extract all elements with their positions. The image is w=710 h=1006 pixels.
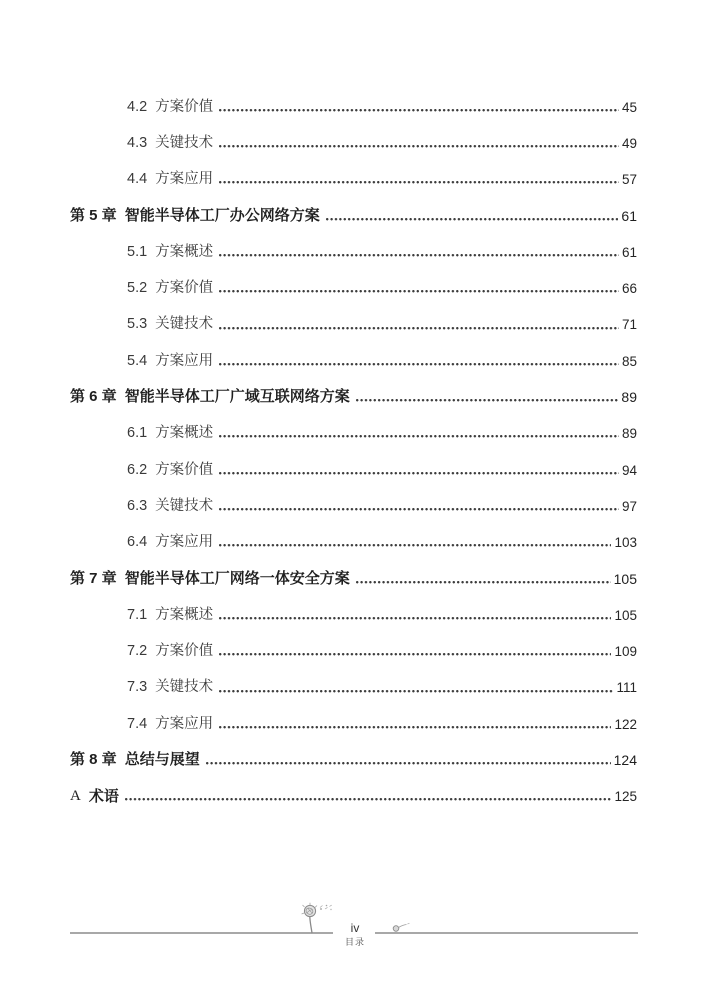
toc-leader-dots	[219, 472, 619, 475]
toc-entry[interactable]	[70, 115, 637, 151]
toc-entry[interactable]	[70, 478, 637, 514]
toc-entry[interactable]	[70, 405, 637, 441]
toc-entry-title: 智能半导体工厂办公网络方案	[124, 206, 320, 224]
dandelion-seed-icon	[390, 920, 414, 934]
toc-leader-dots	[219, 544, 611, 547]
toc-entry-title: 智能半导体工厂网络一体安全方案	[124, 569, 350, 587]
toc-entry-number: 第 6 章	[70, 388, 117, 406]
toc-entry-page: 105	[614, 607, 637, 623]
toc-entry-number: 第 8 章	[70, 751, 117, 769]
toc-entry[interactable]	[70, 514, 637, 550]
toc-entry-number: 5.4	[127, 352, 148, 369]
toc-entry-number: 5.1	[127, 243, 148, 260]
toc-entry-page: 89	[621, 389, 637, 406]
toc-entry-number: 4.3	[127, 134, 148, 151]
toc-entry-page: 45	[621, 99, 637, 115]
toc-leader-dots	[356, 581, 611, 584]
toc-leader-dots	[219, 653, 611, 656]
footer-rule-right	[375, 932, 638, 934]
toc-entry-page: 61	[621, 208, 637, 224]
toc-entry-number: 6.4	[127, 534, 148, 551]
toc-entry-title: 方案概述	[155, 425, 214, 442]
toc-leader-dots	[219, 617, 611, 620]
toc-entry[interactable]	[70, 333, 637, 369]
page-number: iv	[350, 921, 360, 935]
toc-entry-number: 6.2	[127, 461, 148, 478]
toc-entry-title: 方案应用	[155, 534, 214, 551]
toc-leader-dots	[219, 145, 619, 148]
toc-entry-title: 方案价值	[155, 643, 214, 660]
toc-entry-title: 术语	[88, 787, 119, 805]
toc-entry-number: 5.2	[127, 280, 148, 297]
toc-entry[interactable]	[70, 260, 637, 296]
toc-entry[interactable]	[70, 369, 637, 405]
toc-entry[interactable]	[70, 296, 637, 332]
toc-leader-dots	[219, 363, 619, 366]
toc-entry[interactable]	[70, 187, 637, 223]
toc-leader-dots	[356, 399, 619, 402]
toc-entry-page: 85	[621, 353, 637, 369]
toc-entry-title: 总结与展望	[124, 751, 200, 769]
toc-entry[interactable]	[70, 732, 637, 768]
toc-leader-dots	[219, 109, 619, 112]
toc-entry-page: 125	[614, 789, 637, 805]
toc-entry-page: 94	[621, 462, 637, 478]
toc-entry-title: 关键技术	[155, 497, 214, 514]
toc-entry-title: 方案应用	[155, 171, 214, 188]
toc-leader-dots	[219, 435, 619, 438]
toc-entry-page: 61	[621, 244, 637, 260]
toc-entry-number: 4.2	[127, 98, 148, 115]
toc-entry[interactable]	[70, 550, 637, 586]
toc-leader-dots	[219, 290, 619, 293]
toc-entry-number: 4.4	[127, 171, 148, 188]
toc-entry-number: 7.1	[127, 606, 148, 623]
toc-entry-page: 66	[621, 281, 637, 297]
toc-entry-title: 关键技术	[155, 316, 214, 333]
toc-entry[interactable]	[70, 151, 637, 187]
toc-leader-dots	[219, 508, 619, 511]
toc-entry-number: 5.3	[127, 316, 148, 333]
toc-entry-title: 方案应用	[155, 352, 214, 369]
toc-leader-dots	[125, 798, 612, 801]
toc-entry-number: 第 7 章	[70, 569, 117, 587]
toc-entry[interactable]	[70, 441, 637, 477]
toc-entry-page: 103	[614, 535, 637, 551]
toc-leader-dots	[219, 690, 613, 693]
toc-leader-dots	[206, 762, 611, 765]
toc-entry-title: 方案概述	[155, 243, 214, 260]
toc-entry-page: 124	[613, 752, 637, 769]
toc-entry[interactable]	[70, 696, 637, 732]
toc-entry-page: 105	[613, 570, 637, 587]
toc-entry-number: 7.3	[127, 679, 148, 696]
toc-entry-title: 关键技术	[155, 134, 214, 151]
toc-entry-number: 6.3	[127, 497, 148, 514]
toc-entry-page: 49	[621, 135, 637, 151]
toc-entry-title: 方案应用	[155, 715, 214, 732]
toc-entry[interactable]	[70, 768, 637, 804]
toc-leader-dots	[219, 726, 611, 729]
toc-entry-title: 方案价值	[155, 280, 214, 297]
toc-entry-title: 方案概述	[155, 606, 214, 623]
toc-entry[interactable]	[70, 587, 637, 623]
toc-entry-page: 71	[621, 317, 637, 333]
toc-entry[interactable]	[70, 224, 637, 260]
toc-entry-number: 7.2	[127, 643, 148, 660]
toc-entry-number: 7.4	[127, 715, 148, 732]
toc-leader-dots	[219, 181, 619, 184]
toc-entry-title: 方案价值	[155, 98, 214, 115]
toc-leader-dots	[326, 218, 619, 221]
toc-entry-title: 智能半导体工厂广域互联网络方案	[124, 388, 350, 406]
toc-entry-page: 97	[621, 498, 637, 514]
toc-entry[interactable]	[70, 623, 637, 659]
toc-entry-number: 6.1	[127, 425, 148, 442]
toc-entry-page: 122	[614, 716, 637, 732]
toc-entry-page: 109	[614, 644, 637, 660]
toc-list	[70, 79, 637, 805]
toc-entry-page: 111	[616, 680, 637, 696]
toc-entry-number: A	[70, 787, 81, 804]
toc-entry[interactable]	[70, 659, 637, 695]
toc-leader-dots	[219, 327, 619, 330]
toc-leader-dots	[219, 254, 619, 257]
toc-entry[interactable]	[70, 79, 637, 115]
toc-entry-page: 57	[621, 172, 637, 188]
toc-entry-title: 方案价值	[155, 461, 214, 478]
toc-entry-number: 第 5 章	[70, 206, 117, 224]
toc-entry-title: 关键技术	[155, 679, 214, 696]
toc-entry-page: 89	[621, 426, 637, 442]
footer-section-label: 目录	[344, 937, 365, 947]
